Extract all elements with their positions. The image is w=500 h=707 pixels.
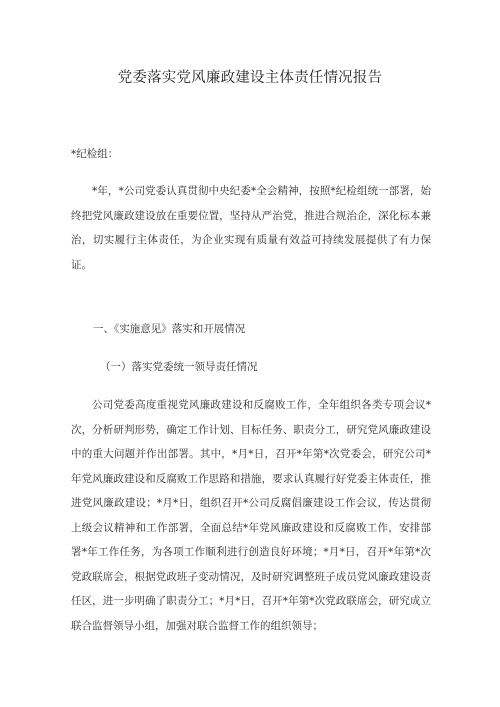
subsection-heading: （一）落实党委统一领导责任情况 <box>100 361 258 373</box>
document-title: 党委落实党风廉政建设主体责任情况报告 <box>117 70 383 86</box>
paragraph-body: 公司党委高度重视党风廉政建设和反腐败工作，全年组织各类专项会议*次，分析研判形势，确定工作计划、目标任务、职责分工，研究党风廉政建设中的重大问题并作出部署。其中，*月*日，召开*年第*次党委会，研究公司*年党风廉政建设和反腐败工作思路和措施，要求认真履行好党委主体责任，推进党风廉政建设；*月*日，组织召开*公司反腐倡廉建设工作会议，传达贯彻上级会议精神和工作部署，全面总结*年党风廉政建设和反腐败工作，安排部署*年工作任务，为各项工作顺利进行创造良好环境；*月*日，召开*年第*次党政联席会，根据党政班子变动情况，及时研究调整班子成员党风廉政建设责任区，进一步明确了职责分工；*月*日，召开*年第*次党政联席会，研究成立联合监督领导小组，加强对联合监督工作的组织领导； <box>71 399 431 632</box>
paragraph-intro: *年，*公司党委认真贯彻中央纪委*全会精神，按照*纪检组统一部署，始终把党风廉政建设放在重要位置，坚持从严治党，推进合规治企，深化标本兼治，切实履行主体责任，为企业实现有质量有效益可持续发展提供了有力保证。 <box>71 185 431 271</box>
section-heading: 一、《实施意见》落实和开展情况 <box>93 323 246 335</box>
salutation: *纪检组： <box>71 148 119 160</box>
